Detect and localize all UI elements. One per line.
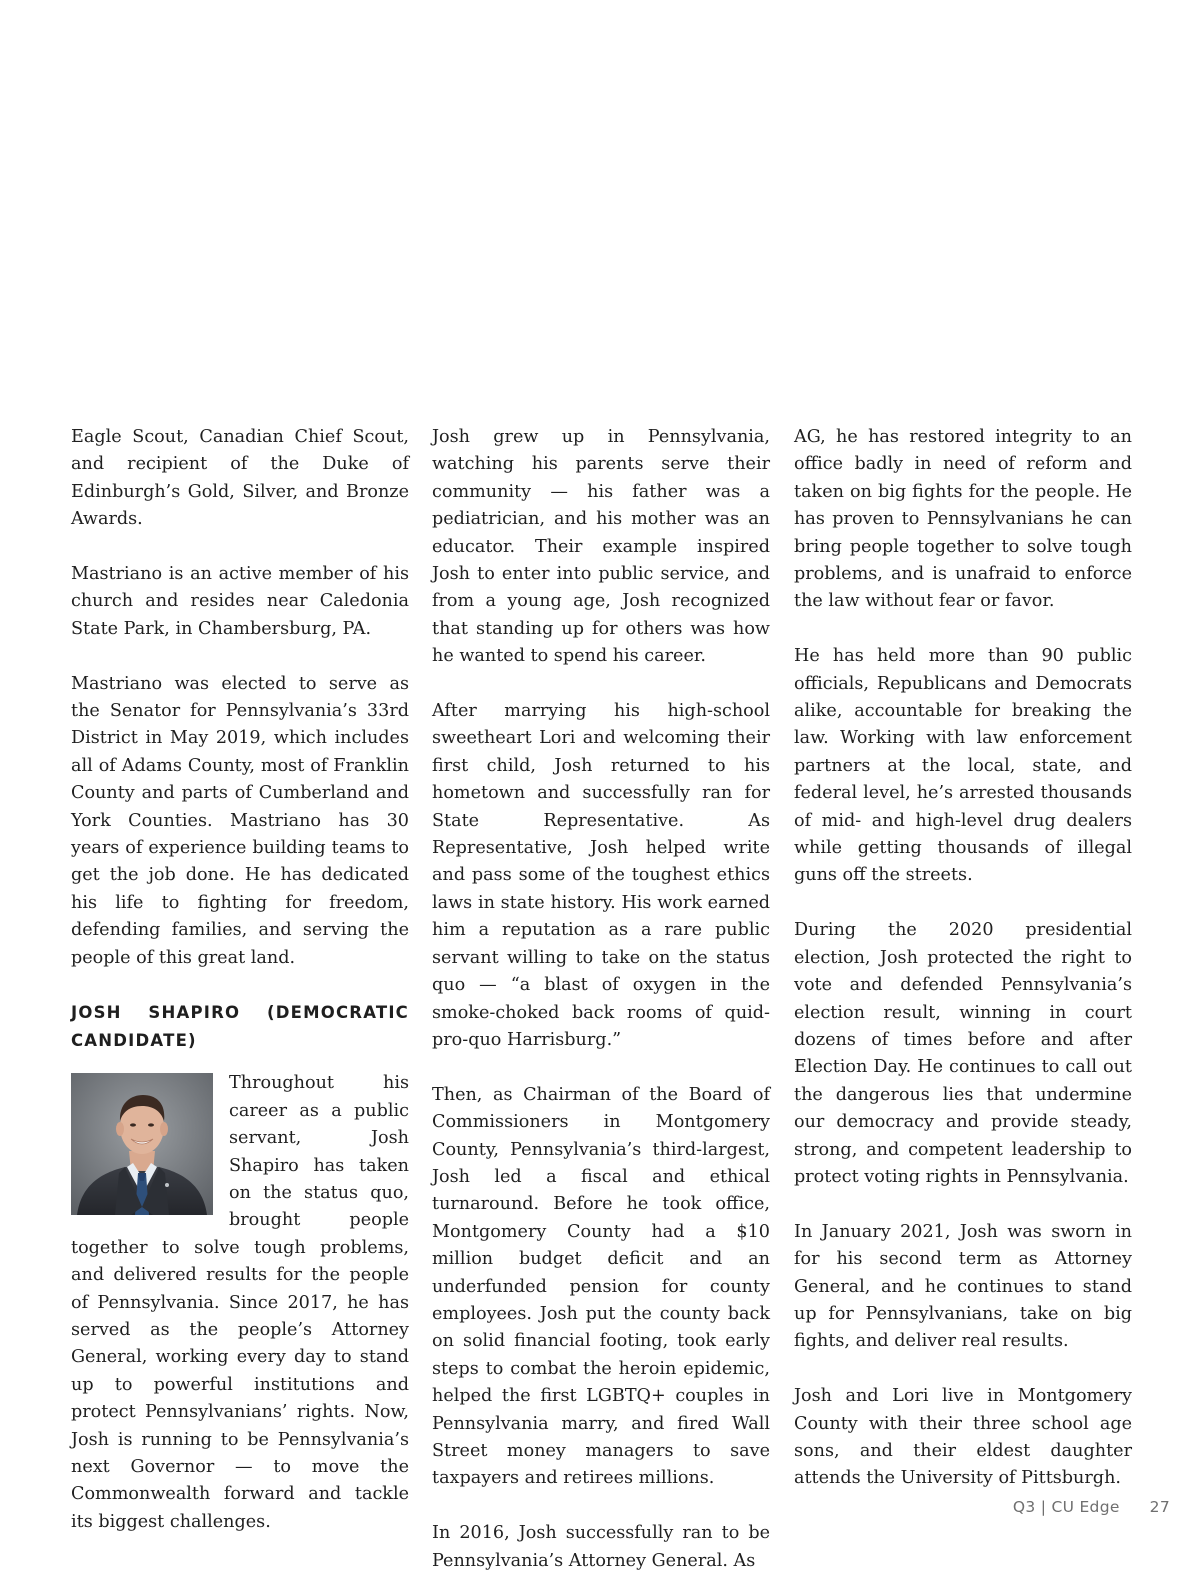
paragraph-shapiro-second-term: In January 2021, Josh was sworn in for his second term as Attorney General, and he continues to stand up for Pennsylvanians, take on big fights, and deliver real results. — [794, 1221, 1132, 1352]
paragraph-shapiro-montgomery: Then, as Chairman of the Board of Commissioners in Montgomery County, Pennsylvania’s third-largest, Josh led a fiscal and ethical turnaround. Before he took office, Montgomery County had a $10 million budget deficit and an underfunded pension for county employees. Josh put the county back on solid financial footing, took early steps to combat the heroin epidemic, helped the first LGBTQ+ couples in Pennsylvania marry, and fired Wall Street money managers to save taxpayers and retirees millions. — [432, 1084, 770, 1489]
article-column-3 — [794, 424, 1132, 1493]
paragraph-shapiro-representative: After marrying his high-school sweetheart Lori and welcoming their first child, Josh returned to his hometown and successfully ran for State Representative. As Representative, Josh helped write and pass some of the toughest ethics laws in state history. His work earned him a reputation as a rare public servant willing to take on the status quo — “a blast of oxygen in the smoke-choked back rooms of quid-pro-quo Harrisburg.” — [432, 701, 770, 1050]
paragraph-shapiro-family: Josh and Lori live in Montgomery County with their three school age sons, and their eldest daughter attends the University of Pittsburgh. — [794, 1386, 1132, 1489]
paragraph-mastriano-church: Mastriano is an active member of his church and resides near Caledonia State Park, in Chambersburg, PA. — [71, 564, 409, 639]
page-number: 27 — [1149, 1498, 1170, 1516]
article-column-1 — [71, 424, 409, 1536]
section-heading-josh-shapiro: JOSH SHAPIRO (DEMOCRATIC CANDIDATE) — [71, 1003, 409, 1050]
paragraph-shapiro-attorney-general: In 2016, Josh successfully ran to be Pennsylvania’s Attorney General. As — [432, 1523, 770, 1571]
article-column-2 — [432, 424, 770, 1575]
publication-name: Q3 | CU Edge — [1012, 1498, 1120, 1516]
josh-shapiro-portrait — [71, 1073, 213, 1215]
paragraph-shapiro-accountability: He has held more than 90 public officials, Republicans and Democrats alike, accountable for breaking the law. Working with law enforcement partners at the local, state, and federal level, he’s arrested thousands of mid- and high-level drug dealers while getting thousands of illegal guns off the streets. — [794, 646, 1132, 886]
paragraph-shapiro-career: Throughout his career as a public servant, Josh Shapiro has taken on the status quo, brought people together to solve tough problems, and delivered results for the people of Pennsylvania. Since 2017, he has served as the people’s Attorney General, working every day to stand up to powerful institutions and protect Pennsylvanians’ rights. Now, Josh is running to be Pennsylvania’s next Governor — to move the Commonwealth forward and tackle its biggest challenges. — [71, 1073, 409, 1532]
paragraph-shapiro-integrity: AG, he has restored integrity to an office badly in need of reform and taken on big fights for the people. He has proven to Pennsylvanians he can bring people together to solve tough problems, and is unafraid to enforce the law without fear or favor. — [794, 427, 1132, 612]
paragraph-mastriano-awards: Eagle Scout, Canadian Chief Scout, and recipient of the Duke of Edinburgh’s Gold, Silver, and Bronze Awards. — [71, 427, 409, 530]
paragraph-mastriano-senator: Mastriano was elected to serve as the Senator for Pennsylvania’s 33rd District in May 2019, which includes all of Adams County, most of Franklin County and parts of Cumberland and York Counties. Mastriano has 30 years of experience building teams to get the job done. He has dedicated his life to fighting for freedom, defending families, and serving the people of this great land. — [71, 673, 409, 968]
paragraph-shapiro-childhood: Josh grew up in Pennsylvania, watching his parents serve their community — his father was a pediatrician, and his mother was an educator. Their example inspired Josh to enter into public service, and from a young age, Josh recognized that standing up for others was how he wanted to spend his career. — [432, 427, 770, 667]
paragraph-shapiro-election: During the 2020 presidential election, Josh protected the right to vote and defended Pennsylvania’s election result, winning in court dozens of times before and after Election Day. He continues to call out the dangerous lies that undermine our democracy and provide steady, strong, and competent leadership to protect voting rights in Pennsylvania. — [794, 920, 1132, 1187]
page-footer — [1013, 1498, 1170, 1516]
